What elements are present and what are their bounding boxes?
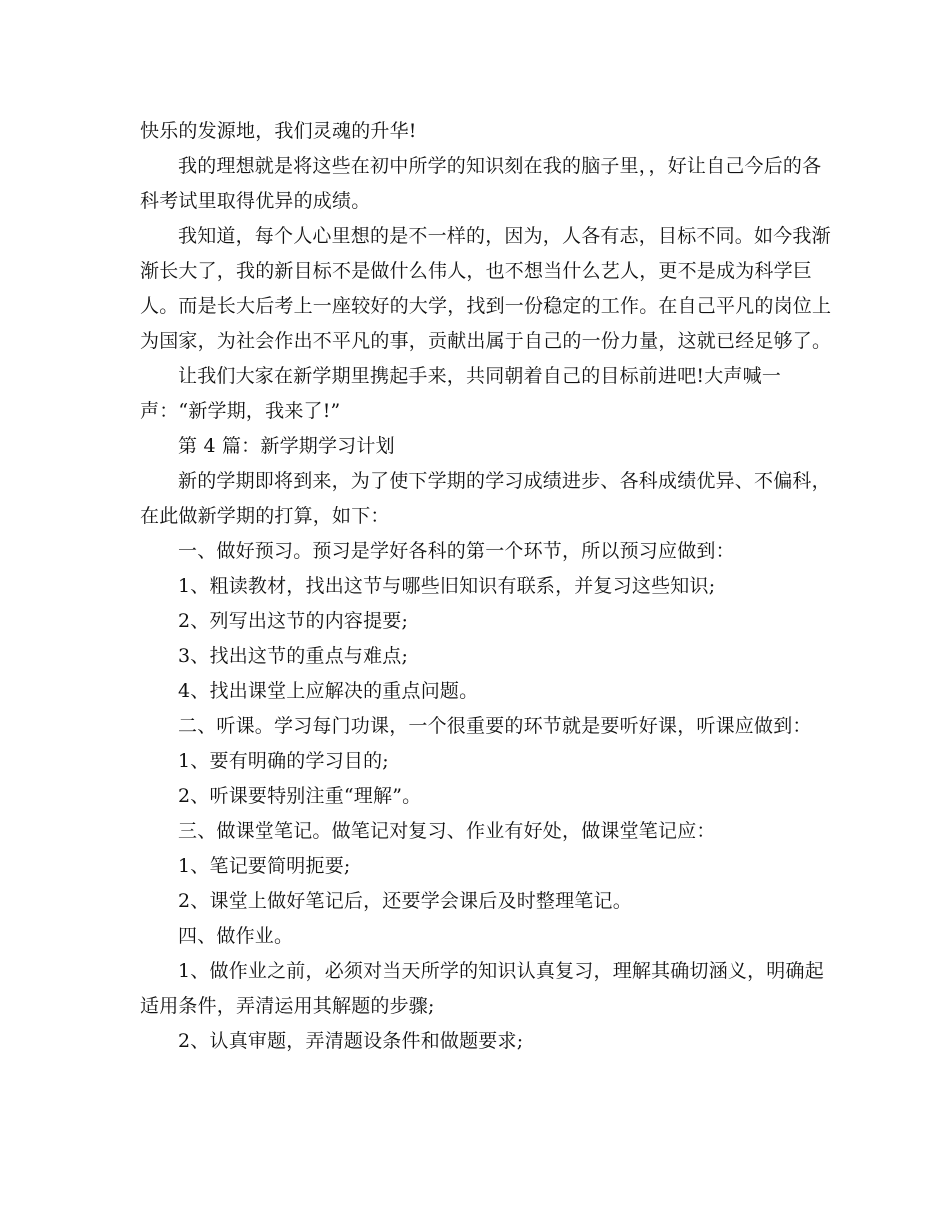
text-line: 渐长大了，我的新目标不是做什么伟人，也不想当什么艺人，更不是成为科学巨 bbox=[140, 260, 813, 282]
text-line: 一、做好预习。预习是学好各科的第一个环节，所以预习应做到： bbox=[178, 540, 735, 562]
list-item: 1、要有明确的学习目的; bbox=[178, 750, 389, 772]
list-item: 4、找出课堂上应解决的重点问题。 bbox=[178, 680, 479, 702]
list-item: 3、找出这节的重点与难点; bbox=[178, 645, 409, 667]
text-line: 在此做新学期的打算，如下： bbox=[140, 505, 390, 527]
list-item: 2、听课要特别注重“理解”。 bbox=[178, 785, 422, 807]
text-line: 科考试里取得优异的成绩。 bbox=[140, 190, 371, 212]
text-line: 为国家，为社会作出不平凡的事，贡献出属于自己的一份力量，这就已经足够了。 bbox=[140, 330, 832, 352]
text-line: 适用条件，弄清运用其解题的步骤; bbox=[140, 995, 435, 1017]
text-line: 新的学期即将到来，为了使下学期的学习成绩进步、各科成绩优异、不偏科， bbox=[178, 470, 831, 492]
list-item: 1、笔记要简明扼要; bbox=[178, 855, 351, 877]
document-body bbox=[140, 114, 832, 1059]
text-line: 二、听课。学习每门功课，一个很重要的环节就是要听好课，听课应做到： bbox=[178, 715, 812, 737]
text-line: 快乐的发源地，我们灵魂的升华! bbox=[140, 120, 417, 142]
text-line: 三、做课堂笔记。做笔记对复习、作业有好处，做课堂笔记应： bbox=[178, 820, 716, 842]
list-item: 2、课堂上做好笔记后，还要学会课后及时整理笔记。 bbox=[178, 890, 632, 912]
text-line: 人。而是长大后考上一座较好的大学，找到一份稳定的工作。在自己平凡的岗位上 bbox=[140, 295, 832, 317]
text-line: 我的理想就是将这些在初中所学的知识刻在我的脑子里，，好让自己今后的各 bbox=[178, 155, 822, 177]
text-line: 让我们大家在新学期里携起手来，共同朝着自己的目标前进吧!大声喊一 bbox=[178, 365, 782, 387]
section-heading: 第 4 篇：新学期学习计划 bbox=[178, 435, 395, 457]
text-line: 我知道，每个人心里想的是不一样的，因为，人各有志，目标不同。如今我渐 bbox=[178, 225, 831, 247]
list-item: 2、列写出这节的内容提要; bbox=[178, 610, 409, 632]
list-item: 2、认真审题，弄清题设条件和做题要求; bbox=[178, 1030, 524, 1052]
text-line: 四、做作业。 bbox=[178, 925, 294, 947]
list-item: 1、做作业之前，必须对当天所学的知识认真复习，理解其确切涵义，明确起 bbox=[178, 960, 824, 982]
list-item: 1、粗读教材，找出这节与哪些旧知识有联系，并复习这些知识; bbox=[178, 575, 716, 597]
text-line: 声：“新学期，我来了!” bbox=[140, 400, 341, 422]
